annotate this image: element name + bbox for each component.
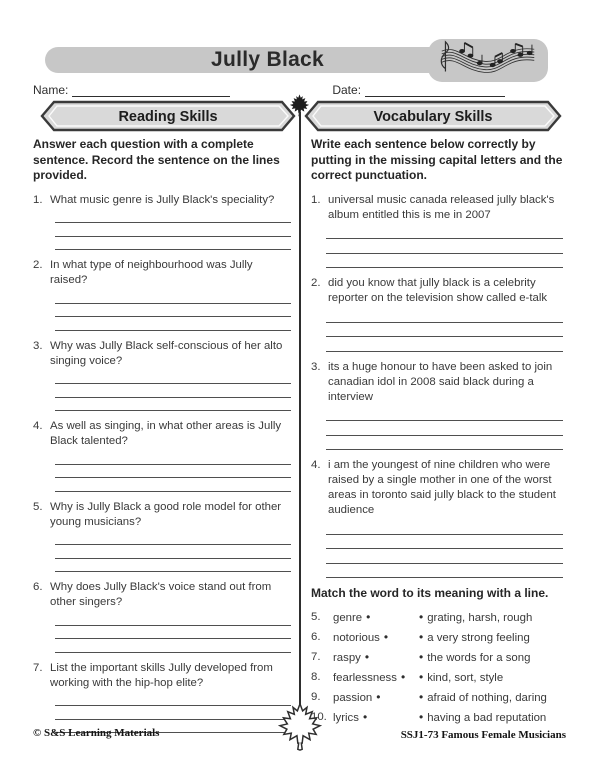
match-meaning: • the words for a song — [419, 649, 531, 664]
answer-line[interactable] — [326, 323, 563, 338]
page-title: Jully Black — [210, 48, 325, 71]
match-number: 5. — [311, 610, 321, 623]
answer-line[interactable] — [326, 564, 563, 579]
reading-instructions: Answer each question with a complete sentence. Record the sentence on the lines provided. — [33, 137, 280, 182]
answer-line[interactable] — [55, 545, 291, 559]
date-input-line[interactable] — [365, 85, 505, 97]
question-number: 3. — [33, 339, 43, 352]
item-number: 4. — [311, 459, 321, 471]
answer-lines — [55, 210, 291, 251]
match-dot[interactable]: • — [364, 649, 370, 664]
answer-line[interactable] — [326, 436, 563, 451]
vocabulary-skills-banner — [304, 100, 562, 132]
vocabulary-item-3 — [311, 360, 563, 451]
item-number: 3. — [311, 360, 321, 373]
match-meaning: • grating, harsh, rough — [419, 609, 533, 624]
answer-line[interactable] — [55, 317, 291, 331]
item-number: 2. — [311, 277, 321, 289]
vocabulary-instructions: Write each sentence below correctly by putting in the missing capital letters and the correct punctuation. — [311, 137, 563, 182]
match-heading: Match the word to its meaning with a line. — [311, 586, 549, 600]
date-label: Date: — [332, 83, 362, 97]
answer-lines — [55, 451, 291, 492]
answer-line[interactable] — [55, 639, 291, 653]
match-word: genre • — [333, 609, 371, 624]
match-number: 8. — [311, 670, 321, 683]
match-number: 10. — [311, 710, 327, 723]
match-row-raspy — [311, 648, 563, 668]
match-dot[interactable]: • — [419, 669, 424, 684]
answer-line[interactable] — [326, 337, 563, 352]
item-text: universal music canada released jully black's album entitled this is me in 2007 — [328, 193, 555, 221]
answer-line[interactable] — [55, 223, 291, 237]
answer-line[interactable] — [326, 407, 563, 422]
answer-line[interactable] — [326, 520, 563, 535]
music-notes-icon — [435, 40, 541, 82]
reading-question-2 — [33, 258, 291, 331]
reading-banner-label: Reading Skills — [118, 109, 218, 125]
question-text: Why was Jully Black self-conscious of her alto singing voice? — [50, 339, 283, 367]
answer-line[interactable] — [326, 549, 563, 564]
copyright-text: © S&S Learning Materials — [33, 727, 160, 739]
question-number: 1. — [33, 193, 43, 206]
match-row-passion — [311, 688, 563, 708]
answer-line[interactable] — [55, 210, 291, 224]
match-dot[interactable]: • — [362, 709, 368, 724]
answer-line[interactable] — [55, 612, 291, 626]
answer-lines — [326, 225, 563, 269]
question-text: Why is Jully Black a good role model for other young musicians? — [50, 500, 282, 528]
match-dot[interactable]: • — [419, 609, 424, 624]
item-text: did you know that jully black is a celebrity reporter on the television show called e-talk — [328, 277, 548, 304]
question-number: 5. — [33, 500, 43, 513]
answer-line[interactable] — [326, 254, 563, 269]
answer-lines — [55, 371, 291, 412]
vocabulary-skills-section — [311, 137, 563, 728]
answer-line[interactable] — [326, 239, 563, 254]
item-number: 1. — [311, 193, 321, 206]
item-text: its a huge honour to have been asked to join canadian idol in 2008 said black during a interview — [328, 360, 553, 403]
answer-lines — [55, 290, 291, 331]
reading-question-4 — [33, 419, 291, 492]
vocabulary-item-4 — [311, 458, 563, 578]
question-number: 2. — [33, 259, 43, 271]
match-number: 7. — [311, 650, 321, 663]
answer-line[interactable] — [55, 626, 291, 640]
music-notes-box — [428, 39, 548, 82]
match-row-genre — [311, 608, 563, 628]
vocabulary-banner-label: Vocabulary Skills — [373, 109, 493, 125]
match-meaning: • having a bad reputation — [419, 709, 547, 724]
answer-line[interactable] — [55, 451, 291, 465]
match-word: raspy • — [333, 649, 370, 664]
answer-lines — [55, 532, 291, 573]
reading-question-7 — [33, 661, 291, 734]
match-dot[interactable]: • — [366, 609, 371, 624]
question-text: List the important skills Jully developed from working with the hip-hop elite? — [50, 661, 273, 689]
match-word: lyrics • — [333, 709, 368, 724]
reading-question-5 — [33, 500, 291, 573]
answer-lines — [326, 407, 563, 451]
answer-line[interactable] — [55, 384, 291, 398]
match-dot[interactable]: • — [419, 629, 424, 644]
match-meaning: • kind, sort, style — [419, 669, 504, 684]
match-word: fearlessness • — [333, 669, 406, 684]
name-label: Name: — [33, 83, 69, 97]
question-text: What music genre is Jully Black's speciality? — [50, 193, 275, 206]
reading-question-3 — [33, 339, 291, 412]
answer-line[interactable] — [55, 706, 291, 720]
match-meaning: • a very strong feeling — [419, 629, 530, 644]
answer-line[interactable] — [326, 225, 563, 240]
answer-line[interactable] — [55, 693, 291, 707]
reading-question-1 — [33, 193, 291, 251]
answer-lines — [326, 308, 563, 352]
answer-line[interactable] — [55, 304, 291, 318]
match-meaning: • afraid of nothing, daring — [419, 689, 547, 704]
match-dot[interactable]: • — [419, 649, 424, 664]
match-word: notorious • — [333, 629, 389, 644]
question-number: 7. — [33, 661, 43, 674]
match-row-notorious — [311, 628, 563, 648]
answer-line[interactable] — [55, 465, 291, 479]
title-bar — [45, 47, 545, 73]
answer-line[interactable] — [55, 290, 291, 304]
question-text: In what type of neighbourhood was Jully raised? — [50, 259, 253, 286]
match-number: 9. — [311, 690, 321, 703]
match-dot[interactable]: • — [400, 669, 406, 684]
match-word: passion • — [333, 689, 381, 704]
answer-line[interactable] — [326, 535, 563, 550]
answer-line[interactable] — [55, 371, 291, 385]
vocabulary-item-2 — [311, 276, 563, 352]
answer-line[interactable] — [55, 398, 291, 412]
answer-line[interactable] — [326, 308, 563, 323]
answer-line[interactable] — [326, 421, 563, 436]
column-divider — [299, 112, 301, 705]
reading-skills-section — [33, 137, 291, 741]
answer-line[interactable] — [55, 559, 291, 573]
match-dot[interactable]: • — [419, 689, 424, 704]
question-number: 4. — [33, 420, 43, 432]
match-dot[interactable]: • — [419, 709, 424, 724]
item-text: i am the youngest of nine children who were raised by a single mother in one of the worst areas in toronto said jully black to the student audience — [328, 459, 556, 516]
answer-line[interactable] — [55, 532, 291, 546]
answer-lines — [326, 520, 563, 578]
match-row-lyrics — [311, 708, 563, 728]
name-input-line[interactable] — [72, 85, 230, 97]
reading-skills-banner — [40, 100, 296, 132]
match-row-fearlessness — [311, 668, 563, 688]
answer-line[interactable] — [55, 237, 291, 251]
answer-lines — [55, 612, 291, 653]
answer-line[interactable] — [55, 478, 291, 492]
maple-leaf-outline-icon — [278, 703, 322, 756]
match-dot[interactable]: • — [376, 689, 381, 704]
document-id-text: SSJ1-73 Famous Female Musicians — [400, 729, 566, 741]
question-number: 6. — [33, 581, 43, 593]
vocabulary-item-1 — [311, 193, 563, 269]
match-dot[interactable]: • — [383, 629, 389, 644]
match-number: 6. — [311, 630, 321, 643]
question-text: Why does Jully Black's voice stand out from other singers? — [50, 581, 272, 608]
question-text: As well as singing, in what other areas is Jully Black talented? — [50, 420, 282, 447]
reading-question-6 — [33, 580, 291, 653]
